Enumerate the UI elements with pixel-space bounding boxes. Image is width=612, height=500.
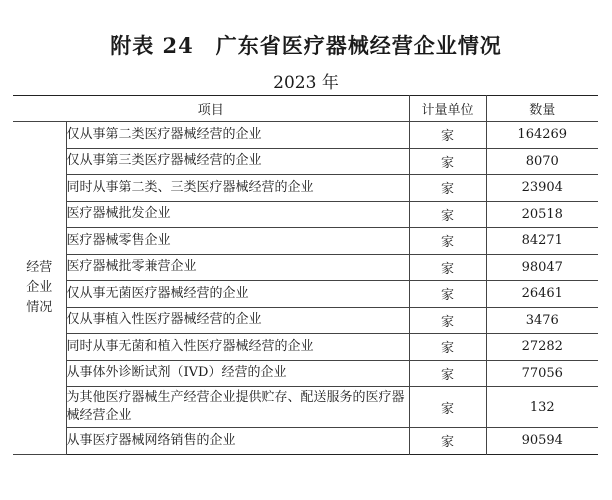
row-unit: 家 (409, 387, 486, 428)
category-line: 情况 (26, 299, 53, 315)
row-unit: 家 (409, 175, 486, 202)
table-row (13, 387, 598, 428)
table-row (13, 148, 598, 175)
row-quantity: 20518 (486, 201, 598, 228)
row-quantity: 8070 (486, 148, 598, 175)
category-line: 经营 (26, 259, 53, 275)
row-quantity: 26461 (486, 281, 598, 308)
row-unit: 家 (409, 307, 486, 334)
row-item: 医疗器械批发企业 (66, 201, 409, 228)
table-row (13, 360, 598, 387)
row-item: 仅从事植入性医疗器械经营的企业 (66, 307, 409, 334)
row-item: 从事体外诊断试剂（IVD）经营的企业 (66, 360, 409, 387)
table-row (13, 428, 598, 455)
header-quantity: 数量 (486, 96, 598, 122)
table-row (13, 254, 598, 281)
table-year: 2023 年 (273, 73, 339, 93)
row-item: 同时从事第二类、三类医疗器械经营的企业 (66, 175, 409, 202)
header-unit: 计量单位 (409, 96, 486, 122)
header-item: 项目 (13, 96, 409, 122)
row-quantity: 23904 (486, 175, 598, 202)
row-quantity: 90594 (486, 428, 598, 455)
row-item: 医疗器械零售企业 (66, 228, 409, 255)
row-quantity: 77056 (486, 360, 598, 387)
table-row (13, 201, 598, 228)
row-quantity: 98047 (486, 254, 598, 281)
row-unit: 家 (409, 360, 486, 387)
row-unit: 家 (409, 148, 486, 175)
table-title: 附表 24 广东省医疗器械经营企业情况 (110, 33, 502, 58)
row-unit: 家 (409, 201, 486, 228)
row-item: 仅从事第三类医疗器械经营的企业 (66, 148, 409, 175)
row-unit: 家 (409, 334, 486, 361)
category-line: 企业 (26, 279, 53, 295)
table-row (13, 122, 598, 149)
row-unit: 家 (409, 228, 486, 255)
row-quantity: 84271 (486, 228, 598, 255)
enterprise-table (13, 95, 598, 455)
row-quantity: 3476 (486, 307, 598, 334)
row-item: 为其他医疗器械生产经营企业提供贮存、配送服务的医疗器械经营企业 (66, 387, 409, 428)
row-unit: 家 (409, 254, 486, 281)
row-item: 从事医疗器械网络销售的企业 (66, 428, 409, 455)
table-row (13, 281, 598, 308)
row-item: 同时从事无菌和植入性医疗器械经营的企业 (66, 334, 409, 361)
row-unit: 家 (409, 281, 486, 308)
row-quantity: 27282 (486, 334, 598, 361)
table-row (13, 307, 598, 334)
table-row (13, 334, 598, 361)
row-item: 仅从事无菌医疗器械经营的企业 (66, 281, 409, 308)
table-row (13, 228, 598, 255)
row-unit: 家 (409, 122, 486, 149)
category-cell (13, 122, 66, 455)
row-item: 医疗器械批零兼营企业 (66, 254, 409, 281)
header-row (13, 96, 598, 122)
row-item: 仅从事第二类医疗器械经营的企业 (66, 122, 409, 149)
row-quantity: 132 (486, 387, 598, 428)
row-unit: 家 (409, 428, 486, 455)
row-quantity: 164269 (486, 122, 598, 149)
table-row (13, 175, 598, 202)
